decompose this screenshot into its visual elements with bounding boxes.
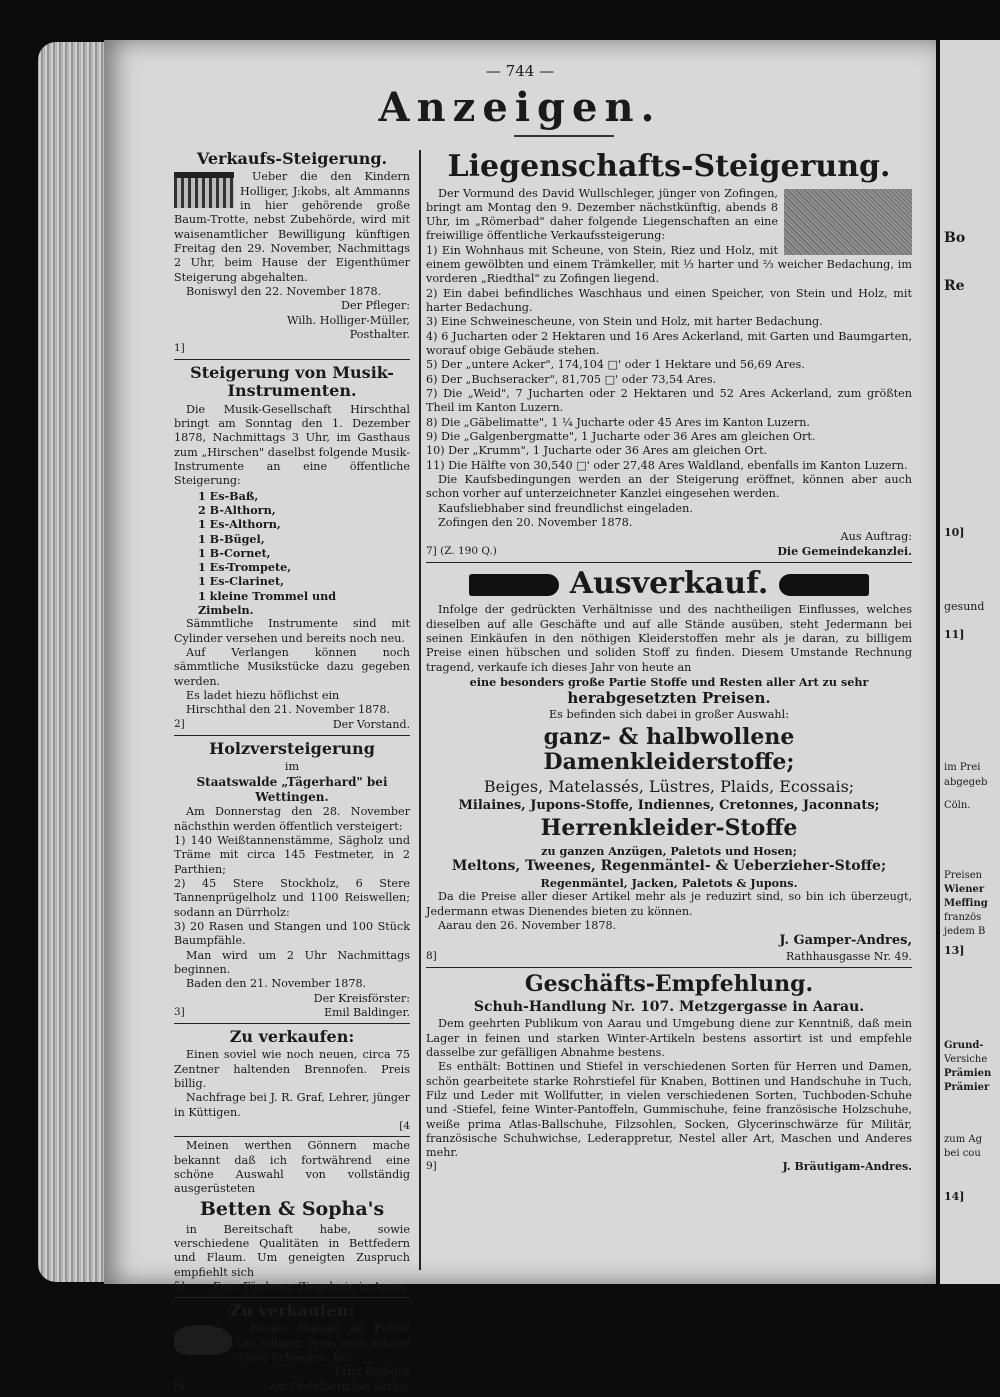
masthead: Anzeigen.	[378, 84, 662, 131]
pig-illustration	[174, 1325, 232, 1355]
list-item: 3) 20 Rasen und Stangen und 100 Stück Baumpfähle.	[174, 919, 410, 948]
house-illustration	[174, 172, 234, 208]
ad-signer: Die Gemeindekanzlei.	[777, 544, 912, 558]
next-page-fragment: Prämien	[944, 1068, 992, 1079]
ad-number: 8]	[426, 949, 437, 962]
ad-date: Aarau den 26. November 1878.	[438, 918, 617, 932]
ad-title: Zu verkaufen:	[229, 1026, 355, 1046]
ad-title: Ausverkauf.	[569, 565, 769, 601]
ad-body: Ueber die den Kindern Holliger, J:kobs, alt Ammanns in hier gehörende große Baum-Trotte, nebst Zubehörde, wird mit waisenamtlicher Bewilligung künftigen Freitag den 29. November, Nachmittags 2 Uhr, beim Hause der Eigenthümer Steigerung abgehalten.	[174, 170, 410, 284]
ad-number: 7] (Z. 190 Q.)	[426, 544, 497, 557]
ad-subtitle: Staatswalde „Tägerhard" bei Wettingen.	[196, 774, 388, 804]
ad-signer-address: am Distelberg bei Aarau.	[270, 1379, 410, 1393]
ad-line: herabgesetzten Preisen.	[567, 689, 771, 708]
ad-line: eine besonders große Partie Stoffe und Resten aller Art zu sehr	[469, 674, 869, 689]
ad-intro: Der Vormund des David Wullschleger, jünger von Zofingen, bringt am Montag den 9. Dezember nächstkünftig, abends 8 Uhr, im „Römerbad" daher folgende Liegenschaften an eine freiwillige öffentliche Verkaufssteigerung:	[426, 186, 778, 243]
pointing-hand-icon	[469, 574, 559, 596]
ad-number: [6	[174, 1379, 185, 1392]
page-number: — 744 —	[485, 62, 555, 80]
ad-title: Geschäfts-Empfehlung.	[524, 971, 814, 997]
next-page-fragment: 14]	[944, 1190, 965, 1203]
ad-footer	[426, 950, 912, 964]
ad-role: Aus Auftrag:	[840, 530, 912, 544]
instrument-item: 1 Es-Baß,	[198, 488, 259, 503]
next-page-fragment: Re	[944, 278, 965, 294]
next-page-fragment: im Prei	[944, 762, 981, 773]
flourish-divider	[514, 135, 614, 137]
ad-date: Boniswyl den 22. November 1878.	[186, 285, 382, 299]
ad-signer-address: Rathhausgasse Nr. 49.	[785, 949, 912, 963]
next-page-fragment: jedem B	[944, 926, 986, 937]
ad-intro: Meinen werthen Gönnern mache bekannt daß ich fortwährend eine schöne Auswahl von vollständig ausgerüsteten	[174, 1139, 410, 1196]
ad-zu-verkaufen-brennofen	[174, 1024, 410, 1137]
ad-body: Sämmtliche Instrumente sind mit Cylinder versehen und bereits noch neu.	[174, 617, 410, 645]
pointing-hand-icon	[779, 574, 869, 596]
ad-musik-instrumente	[174, 360, 410, 736]
next-page-fragment: 10]	[944, 526, 965, 539]
ad-role: Der Kreisförster:	[313, 991, 410, 1005]
ad-title: Holzversteigerung	[209, 738, 375, 758]
ad-line: zu ganzen Anzügen, Paletots und Hosen;	[541, 843, 797, 858]
building-illustration	[784, 189, 912, 255]
ad-date: Hirschthal den 21. November 1878.	[186, 703, 391, 717]
instrument-item: 1 Es-Althorn,	[198, 517, 281, 532]
instrument-item: 1 kleine Trommel und	[198, 588, 337, 603]
ad-line: Meltons, Tweenes, Regenmäntel- & Ueberzieher-Stoffe;	[451, 858, 887, 875]
list-item: 1) 140 Weißtannenstämme, Sägholz und Träme mit circa 145 Festmeter, in 2 Parthien;	[174, 833, 410, 876]
ad-body: Es enthält: Bottinen und Stiefel in verschiedenen Sorten für Herren und Damen, schön gearbeitete starke Rohrstiefel für Knaben, Bottinen und Handschuhe in Tuch, Filz und Leder mit Wollfutter, in vielen verschiedenen Sorten, Tuchboden-Schuhe und -Stiefel, feine Winter-Pantoffeln, Gummischuhe, feine französische Holzschuhe, weiße prima Atlas-Ballschuhe, Filzsohlen, Socken, Glycerinschwärze für Militär, französische Schuhwichse, Lederappretur, Nestel aller Art, Maschen und Anderes mehr.	[426, 1060, 912, 1160]
next-page-fragment: französ	[944, 912, 982, 923]
instrument-item: 1 Es-Trompete,	[198, 560, 292, 575]
ad-number: 9]	[426, 1160, 437, 1173]
ad-title-row	[426, 567, 912, 602]
right-column	[426, 146, 912, 1276]
list-item: 11) Die Hälfte von 30,540 □' oder 27,48 Ares Waldland, ebenfalls im Kanton Luzern.	[426, 458, 908, 472]
ad-line: Es befinden sich dabei in großer Auswahl:	[549, 708, 789, 722]
instrument-item: 2 B-Althorn,	[198, 502, 276, 517]
ad-verkaufs-steigerung	[174, 146, 410, 360]
ad-body: Die Musik-Gesellschaft Hirschthal bringt am Sonntag den 1. Dezember 1878, Nachmittags 3 Uhr, im Gasthaus zum „Hirschen" daselbst folgende Musik-Instrumente an eine öffentliche Steigerung:	[174, 402, 410, 488]
ad-footer	[174, 1006, 410, 1020]
next-page-fragment: 11]	[944, 628, 965, 641]
list-item: 1) Ein Wohnhaus mit Scheune, von Stein, Riez und Holz, mit einem gewölbten und einem Trämkeller, mit ⅓ harter und ⅔ weicher Bedachung, im vorderen „Riedthal" zu Zofingen liegend.	[426, 243, 912, 286]
list-item: 2) Ein dabei befindliches Waschhaus und einen Speicher, von Stein und Holz, mit harter Bedachung.	[426, 286, 912, 315]
list-item: 3) Eine Schweinescheune, von Stein und Holz, mit harter Bedachung.	[426, 315, 823, 329]
instrument-item: 1 B-Bügel,	[198, 531, 265, 546]
instrument-item: 1 Es-Clarinet,	[198, 574, 285, 589]
ad-body: Man wird um 2 Uhr Nachmittags beginnen.	[174, 948, 410, 976]
next-page-fragment: gesund	[944, 600, 985, 613]
ad-title: Zu verkaufen:	[229, 1300, 355, 1320]
ad-subtitle: im	[284, 760, 300, 774]
ad-number: 3]	[174, 1005, 185, 1018]
ad-body: Nachfrage bei J. R. Graf, Lehrer, jünger in Küttigen.	[174, 1091, 410, 1119]
list-item: 4) 6 Jucharten oder 2 Hektaren und 16 Ares Ackerland, mit Garten und Baumgarten, worauf obige Gebäude stehen.	[426, 329, 912, 358]
ad-title: Verkaufs-Steigerung.	[196, 149, 388, 168]
next-page-fragment: abgegeb	[944, 777, 988, 788]
ad-footer	[174, 1280, 410, 1294]
next-page-fragment: Prämier	[944, 1082, 990, 1093]
ad-footer	[174, 718, 410, 732]
ad-signer: J. Gamper-Andres,	[779, 933, 912, 949]
ad-body: Dem geehrten Publikum von Aarau und Umgebung diene zur Kenntniß, daß mein Lager in feinen und starken Winter-Artikeln bestens assortirt ist und empfehle dasselbe zur gefälligen Abnahme bestens.	[426, 1017, 912, 1059]
list-item: 8) Die „Gäbelimatte", 1 ¼ Jucharte oder 45 Ares im Kanton Luzern.	[426, 415, 810, 429]
next-page-fragment: Bo	[944, 230, 966, 246]
list-item: 2) 45 Stere Stockholz, 6 Stere Tannenprügelholz und 1100 Reiswellen; sodann an Dürrholz:	[174, 876, 410, 919]
ad-line: ganz- & halbwollene Damenkleiderstoffe;	[543, 723, 795, 776]
column-divider	[419, 150, 421, 1270]
ad-signer: Wilh. Holliger-Müller,	[286, 313, 410, 327]
next-page-fragment: Grund-	[944, 1040, 984, 1051]
ad-liegenschafts-steigerung	[426, 146, 912, 563]
ad-holzversteigerung	[174, 736, 410, 1024]
list-item: 9) Die „Galgenbergmatte", 1 Jucharte oder 36 Ares am gleichen Ort.	[426, 430, 816, 444]
ad-signer: Frau Förderer, Ziegelrain in Aarau.	[213, 1279, 410, 1293]
ad-number: 2]	[174, 717, 185, 730]
ad-body: Infolge der gedrückten Verhältnisse und des nachtheiligen Einflusses, welches dieselben auf alle Geschäfte und auf alle Stände ausüben, steht Jedermann bei seinen Einkäufen in den nöthigen Kleiderstoffen mehr als je daran, zu billigem Preise einen hübschen und soliden Stoff zu finden. Diesem Umstande Rechnung tragend, verkaufe ich dieses Jahr von heute an	[426, 603, 912, 674]
ad-date: Zofingen den 20. November 1878.	[438, 516, 633, 530]
next-page-fragment: zum Ag	[944, 1134, 982, 1145]
instrument-item: 1 B-Cornet,	[198, 545, 271, 560]
list-item: 5) Der „untere Acker", 174,104 □' oder 1 Hektare und 56,69 Ares.	[426, 358, 805, 372]
next-page-fragment: Meffing	[944, 898, 988, 909]
ad-date: Baden den 21. November 1878.	[186, 977, 367, 991]
ad-body: Kaufsliebhaber sind freundlichst eingeladen.	[438, 501, 693, 515]
ad-title: Betten & Sopha's	[199, 1197, 385, 1220]
ad-title: Steigerung von Musik-Instrumenten.	[190, 362, 394, 401]
ad-signer: Fritz Bolliger	[334, 1365, 410, 1379]
ad-subtitle: Schuh-Handlung Nr. 107. Metzgergasse in Aarau.	[473, 999, 865, 1016]
ad-body: Die Kaufsbedingungen werden an der Steigerung eröffnet, können aber auch schon vorher auf unterzeichneter Kanzlei eingesehen werden.	[426, 473, 912, 501]
next-page-fragment: Wiener	[944, 884, 985, 895]
ad-body: Einen soviel wie noch neuen, circa 75 Zentner haltenden Brennofen. Preis billig.	[174, 1048, 410, 1090]
next-page-fragment: Versiche	[944, 1054, 988, 1065]
ad-body: Es ladet hiezu höflichst ein	[186, 689, 340, 703]
next-page-fragment: 13]	[944, 944, 965, 957]
ad-title: Liegenschafts-Steigerung.	[447, 149, 891, 184]
left-column	[174, 146, 410, 1393]
list-item: 7) Die „Weid", 7 Jucharten oder 2 Hektaren und 52 Ares Ackerland, zum größten Theil im Kanton Luzern.	[426, 387, 912, 415]
ad-line: Beiges, Matelassés, Lüstres, Plaids, Ecossais;	[483, 777, 855, 797]
instrument-item: Zimbeln.	[198, 603, 254, 618]
ad-body: Da die Preise aller dieser Artikel mehr als je reduzirt sind, so bin ich überzeugt, Jedermann etwas Dienendes bieten zu können.	[426, 890, 912, 918]
ad-geschaefts-empfehlung	[426, 968, 912, 1178]
next-page-fragment: Preisen	[944, 870, 983, 881]
book-edge	[38, 42, 113, 1282]
ad-body: Am Donnerstag den 28. November nächsthin werden öffentlich versteigert:	[174, 805, 410, 833]
ad-line: Herrenkleider-Stoffe	[540, 815, 798, 842]
ad-number: 5]	[174, 1279, 185, 1292]
ad-ausverkauf	[426, 563, 912, 968]
ad-betten-sophas	[174, 1137, 410, 1298]
ad-line: Regenmäntel, Jacken, Paletots & Jupons.	[540, 875, 798, 890]
ad-signer: Der Vorstand.	[332, 717, 410, 731]
ad-role: Der Pfleger:	[340, 299, 410, 313]
ad-footer	[426, 1160, 912, 1174]
list-item: 6) Der „Buchseracker", 81,705 □' oder 73,54 Ares.	[426, 372, 717, 386]
next-page-strip	[940, 40, 1000, 1284]
ad-signer: J. Bräutigam-Andres.	[782, 1160, 912, 1174]
ad-signer-title: Posthalter.	[349, 328, 410, 341]
ad-zu-verkaufen-schweine	[174, 1298, 410, 1397]
ad-body: Auf Verlangen können noch sämmtliche Musikstücke dazu gegeben werden.	[174, 646, 410, 688]
ad-footer	[426, 545, 912, 559]
ad-body: in Bereitschaft habe, sowie verschiedene Qualitäten in Bettfedern und Flaum. Um geneigten Zuspruch empfiehlt sich	[174, 1222, 410, 1279]
list-item: 10) Der „Krumm", 1 Jucharte oder 36 Ares am gleichen Ort.	[426, 444, 768, 458]
ad-number: [4	[399, 1119, 410, 1132]
ad-number: 1]	[174, 342, 185, 355]
ad-footer	[174, 1380, 410, 1394]
ad-line: Milaines, Jupons-Stoffe, Indiennes, Cretonnes, Jaconnats;	[458, 797, 880, 813]
ad-body: Wegen Mangel an Futter um billigen Preis zwei schöne Fasel-Schweine; bei	[238, 1322, 410, 1365]
ad-signer: Emil Baldinger.	[324, 1005, 410, 1019]
next-page-fragment: bei cou	[944, 1148, 981, 1159]
next-page-fragment: Cöln.	[944, 800, 971, 811]
newspaper-page	[104, 40, 936, 1393]
